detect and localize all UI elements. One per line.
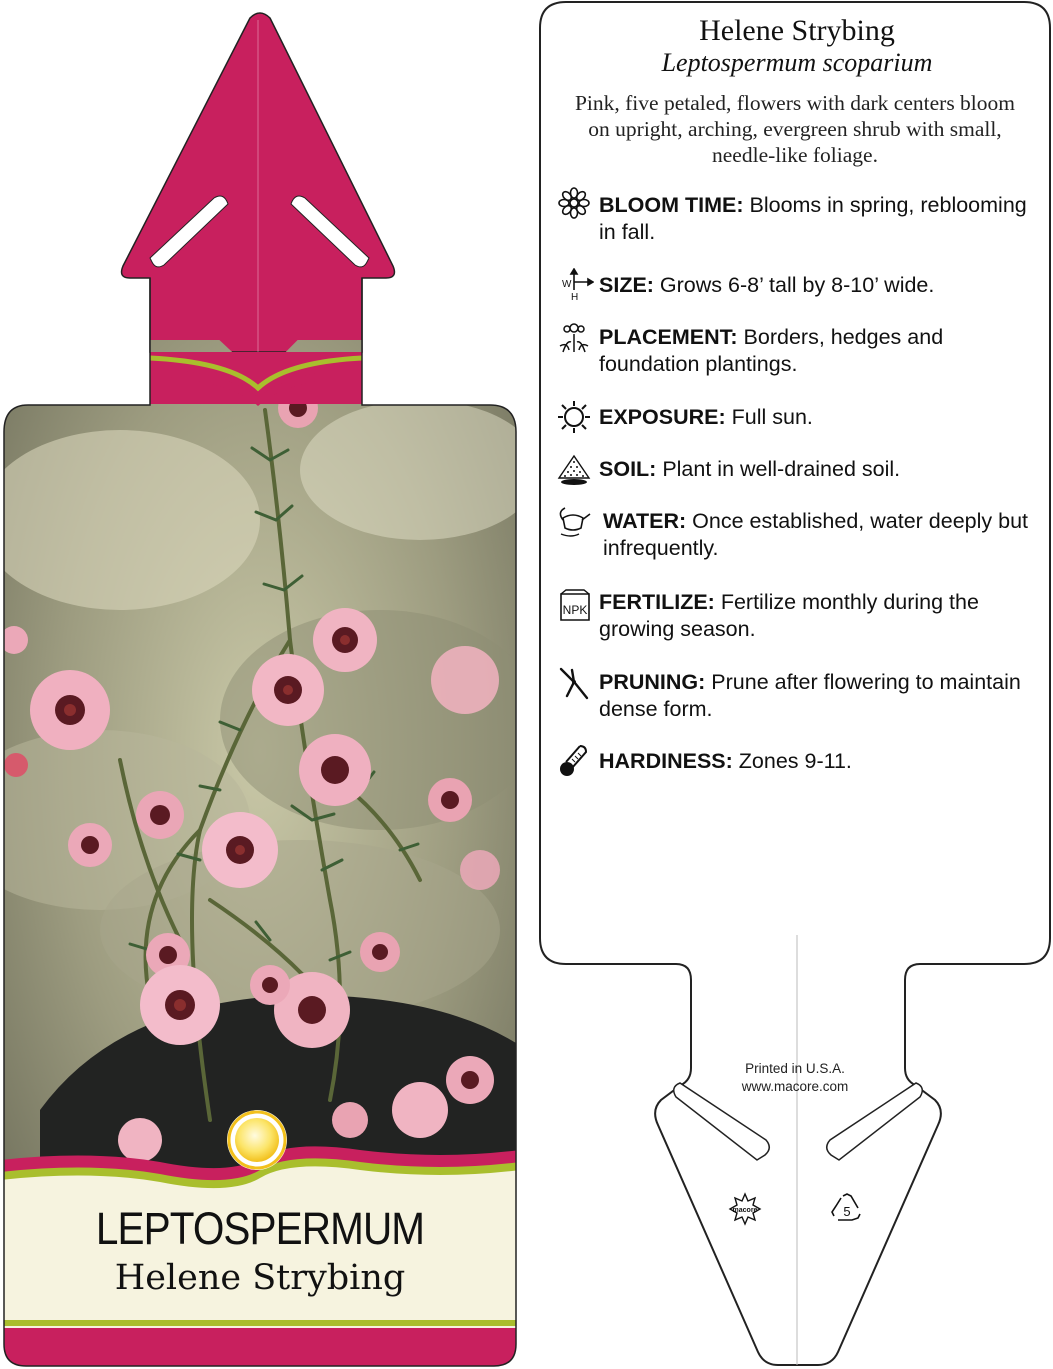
sun-icon — [557, 400, 591, 434]
svg-text:W: W — [562, 279, 572, 290]
svg-text:5: 5 — [843, 1204, 851, 1219]
size-icon — [560, 268, 594, 302]
flower-icon — [557, 186, 591, 220]
svg-text:H: H — [571, 292, 579, 302]
front-tag — [0, 0, 520, 1369]
printed-line: Printed in U.S.A. — [745, 1061, 845, 1076]
placement-icon — [557, 320, 591, 354]
genus-name: LEPTOSPERMUM — [95, 1203, 425, 1254]
cultivar-name: Helene Strybing — [114, 1258, 406, 1298]
svg-text:NPK: NPK — [562, 603, 588, 617]
care-item-exposure: EXPOSURE: Full sun. — [599, 405, 813, 429]
back-title: Helene Strybing — [699, 14, 895, 47]
care-item-placement: PLACEMENT: Borders, hedges and foundation plantings. — [599, 325, 944, 376]
website-line: www.macore.com — [741, 1079, 849, 1094]
care-item-hardiness: HARDINESS: Zones 9-11. — [599, 749, 852, 773]
thermometer-icon — [558, 744, 592, 778]
pruners-icon — [557, 666, 591, 700]
scientific-name: Leptospermum scoparium — [661, 48, 933, 77]
macore-logo-icon — [728, 1192, 762, 1226]
care-item-size: SIZE: Grows 6-8’ tall by 8-10’ wide. — [599, 273, 935, 297]
care-item-soil: SOIL: Plant in well-drained soil. — [599, 457, 901, 481]
care-item-bloom-time: BLOOM TIME: Blooms in spring, reblooming in fall. — [599, 193, 1027, 244]
printed-in-usa — [700, 1060, 890, 1096]
soil-icon — [557, 452, 591, 486]
recycle-icon — [830, 1192, 864, 1224]
care-item-fertilize: FERTILIZE: Fertilize monthly during the growing season. — [599, 590, 979, 641]
watering-can-icon — [557, 504, 591, 538]
sun-icon — [227, 1110, 287, 1170]
care-item-pruning: PRUNING: Prune after flowering to maintain dense form. — [599, 670, 1021, 721]
fertilizer-icon — [558, 588, 592, 622]
plant-description: Pink, five petaled, flowers with dark centers bloom on upright, arching, evergreen shrub with small, needle-like foliage. — [574, 91, 1016, 167]
svg-text:macore: macore — [732, 1207, 758, 1214]
care-item-water: WATER: Once established, water deeply but infrequently. — [603, 509, 1029, 560]
